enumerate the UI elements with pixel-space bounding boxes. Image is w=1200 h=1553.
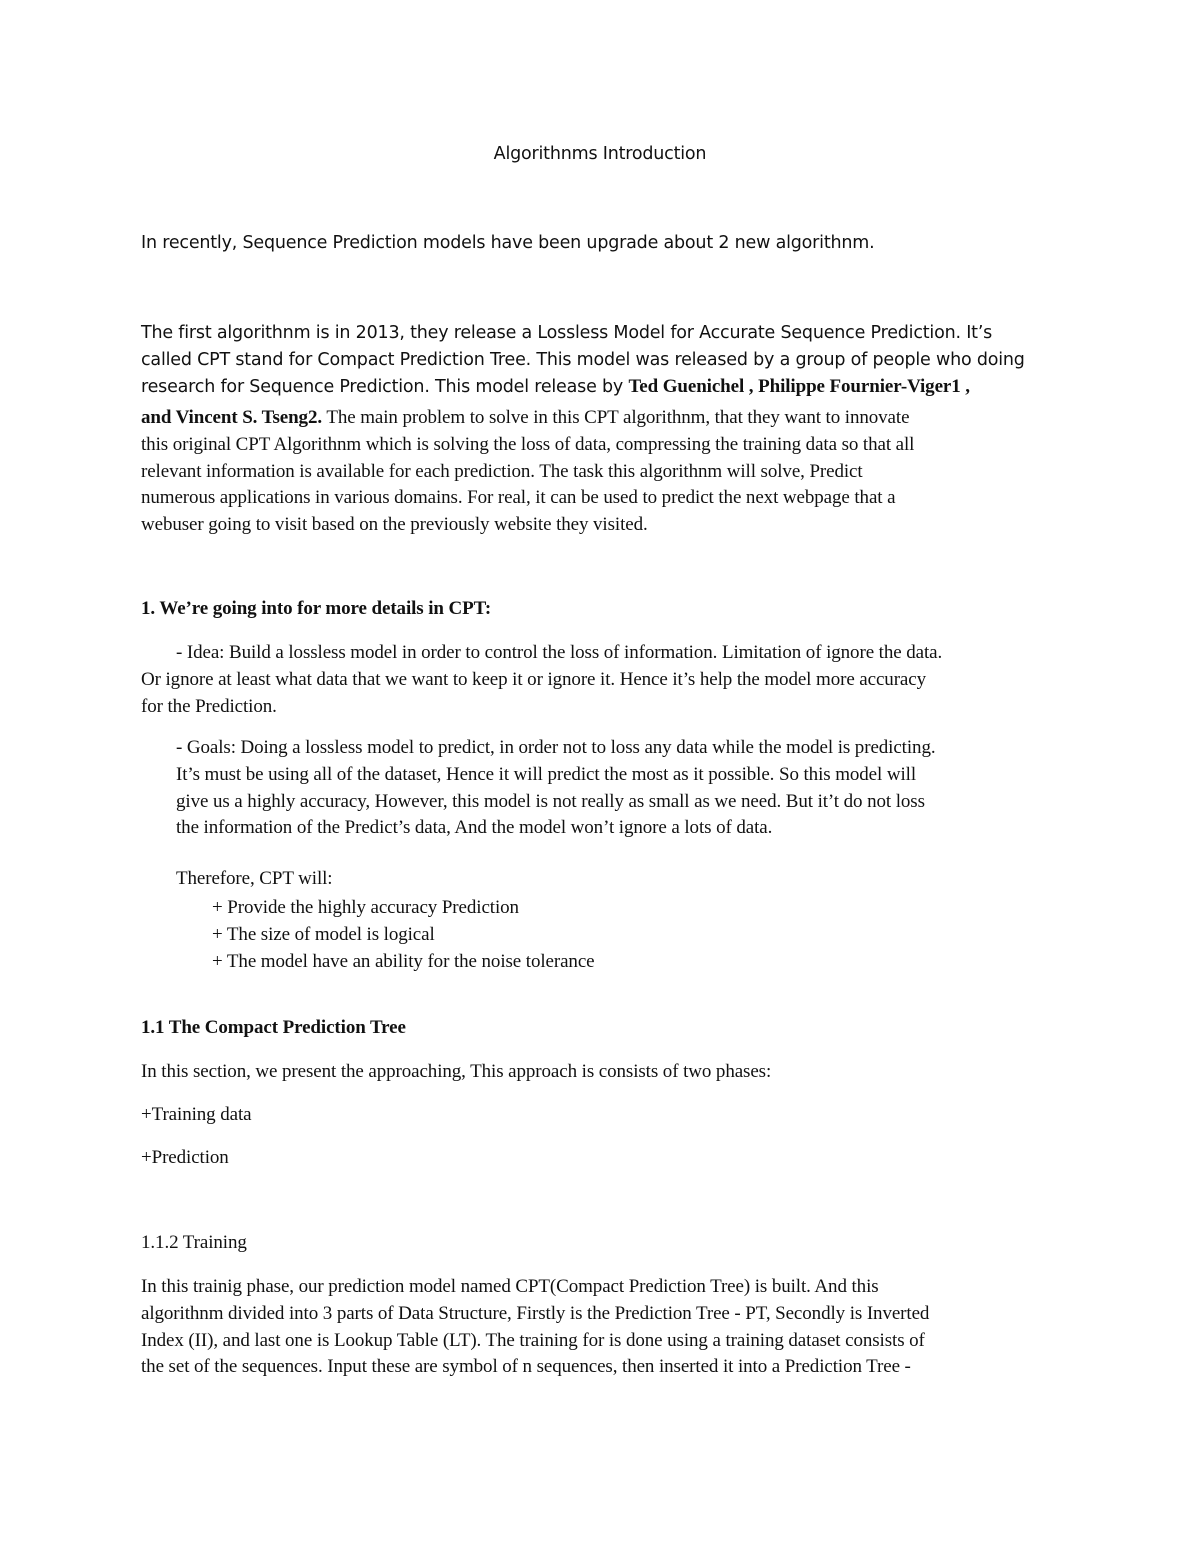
list-item: + The model have an ability for the noise tolerance <box>212 950 595 972</box>
paragraph-line: In this trainig phase, our prediction model named CPT(Compact Prediction Tree) is built. And this <box>141 1276 879 1297</box>
paragraph-line: algorithnm divided into 3 parts of Data Structure, Firstly is the Prediction Tree - PT, Secondly is Inverted <box>141 1302 930 1324</box>
therefore-label: Therefore, CPT will: <box>176 868 333 889</box>
paragraph-line: this original CPT Algorithnm which is solving the loss of data, compressing the training data so that all <box>141 433 915 455</box>
list-item: + Provide the highly accuracy Prediction <box>212 897 519 918</box>
list-item: + The size of model is logical <box>212 923 435 945</box>
paragraph-line: give us a highly accuracy, However, this model is not really as small as we need. But it’t do not loss <box>176 790 925 812</box>
paragraph-line: relevant information is available for each prediction. The task this algorithnm will solve, Predict <box>141 460 863 482</box>
paragraph-line <box>141 405 914 432</box>
paragraph-line: for the Prediction. <box>141 695 277 717</box>
subsection-heading-training: 1.1.2 Training <box>141 1232 247 1253</box>
cpt-benefits-list <box>212 895 595 975</box>
authors-names: Ted Guenichel , Philippe Fournier-Viger1 , <box>628 375 970 397</box>
paragraph-line-rest: The main problem to solve in this CPT algorithnm, that they want to innovate <box>322 407 910 428</box>
paragraph-line: webuser going to visit based on the previously website they visited. <box>141 514 648 536</box>
paragraph-line: The first algorithnm is in 2013, they release a Lossless Model for Accurate Sequence Prediction. It’s <box>141 323 993 343</box>
idea-paragraph <box>141 640 942 720</box>
section-heading-compact-prediction-tree: 1.1 The Compact Prediction Tree <box>141 1017 406 1038</box>
intro-paragraph: In recently, Sequence Prediction models have been upgrade about 2 new algorithnm. <box>141 233 875 253</box>
paragraph-first-algorithm <box>141 320 1025 400</box>
paragraph-first-algorithm-continued <box>141 405 914 539</box>
paragraph-line <box>141 374 1025 401</box>
paragraph-line: numerous applications in various domains. For real, it can be used to predict the next webpage that a <box>141 487 896 509</box>
paragraph-line: the set of the sequences. Input these are symbol of n sequences, then inserted it into a Prediction Tree - <box>141 1356 911 1378</box>
training-paragraph <box>141 1274 929 1381</box>
paragraph-line: Or ignore at least what data that we want to keep it or ignore it. Hence it’s help the model more accuracy <box>141 668 926 690</box>
phase-item-prediction: +Prediction <box>141 1147 229 1168</box>
paragraph-line: the information of the Predict’s data, And the model won’t ignore a lots of data. <box>176 817 773 839</box>
paragraph-line: It’s must be using all of the dataset, Hence it will predict the most as it possible. So this model will <box>176 763 916 785</box>
document-title: Algorithnms Introduction <box>493 144 707 164</box>
section-intro-paragraph: In this section, we present the approaching, This approach is consists of two phases: <box>141 1061 772 1082</box>
paragraph-line-prefix: research for Sequence Prediction. This model release by <box>141 376 629 397</box>
authors-names-continued: and Vincent S. Tseng2. <box>141 407 323 428</box>
paragraph-line: Index (II), and last one is Lookup Table (LT). The training for is done using a training dataset consists of <box>141 1329 925 1351</box>
paragraph-line: called CPT stand for Compact Prediction Tree. This model was released by a group of people who doing <box>141 349 1025 370</box>
section-heading-cpt-details: 1. We’re going into for more details in CPT: <box>141 598 492 619</box>
phase-item-training: +Training data <box>141 1104 252 1125</box>
paragraph-line: - Goals: Doing a lossless model to predict, in order not to loss any data while the model is predicting. <box>176 737 936 758</box>
goals-paragraph <box>176 735 936 842</box>
paragraph-line: - Idea: Build a lossless model in order to control the loss of information. Limitation of ignore the data. <box>176 642 943 663</box>
